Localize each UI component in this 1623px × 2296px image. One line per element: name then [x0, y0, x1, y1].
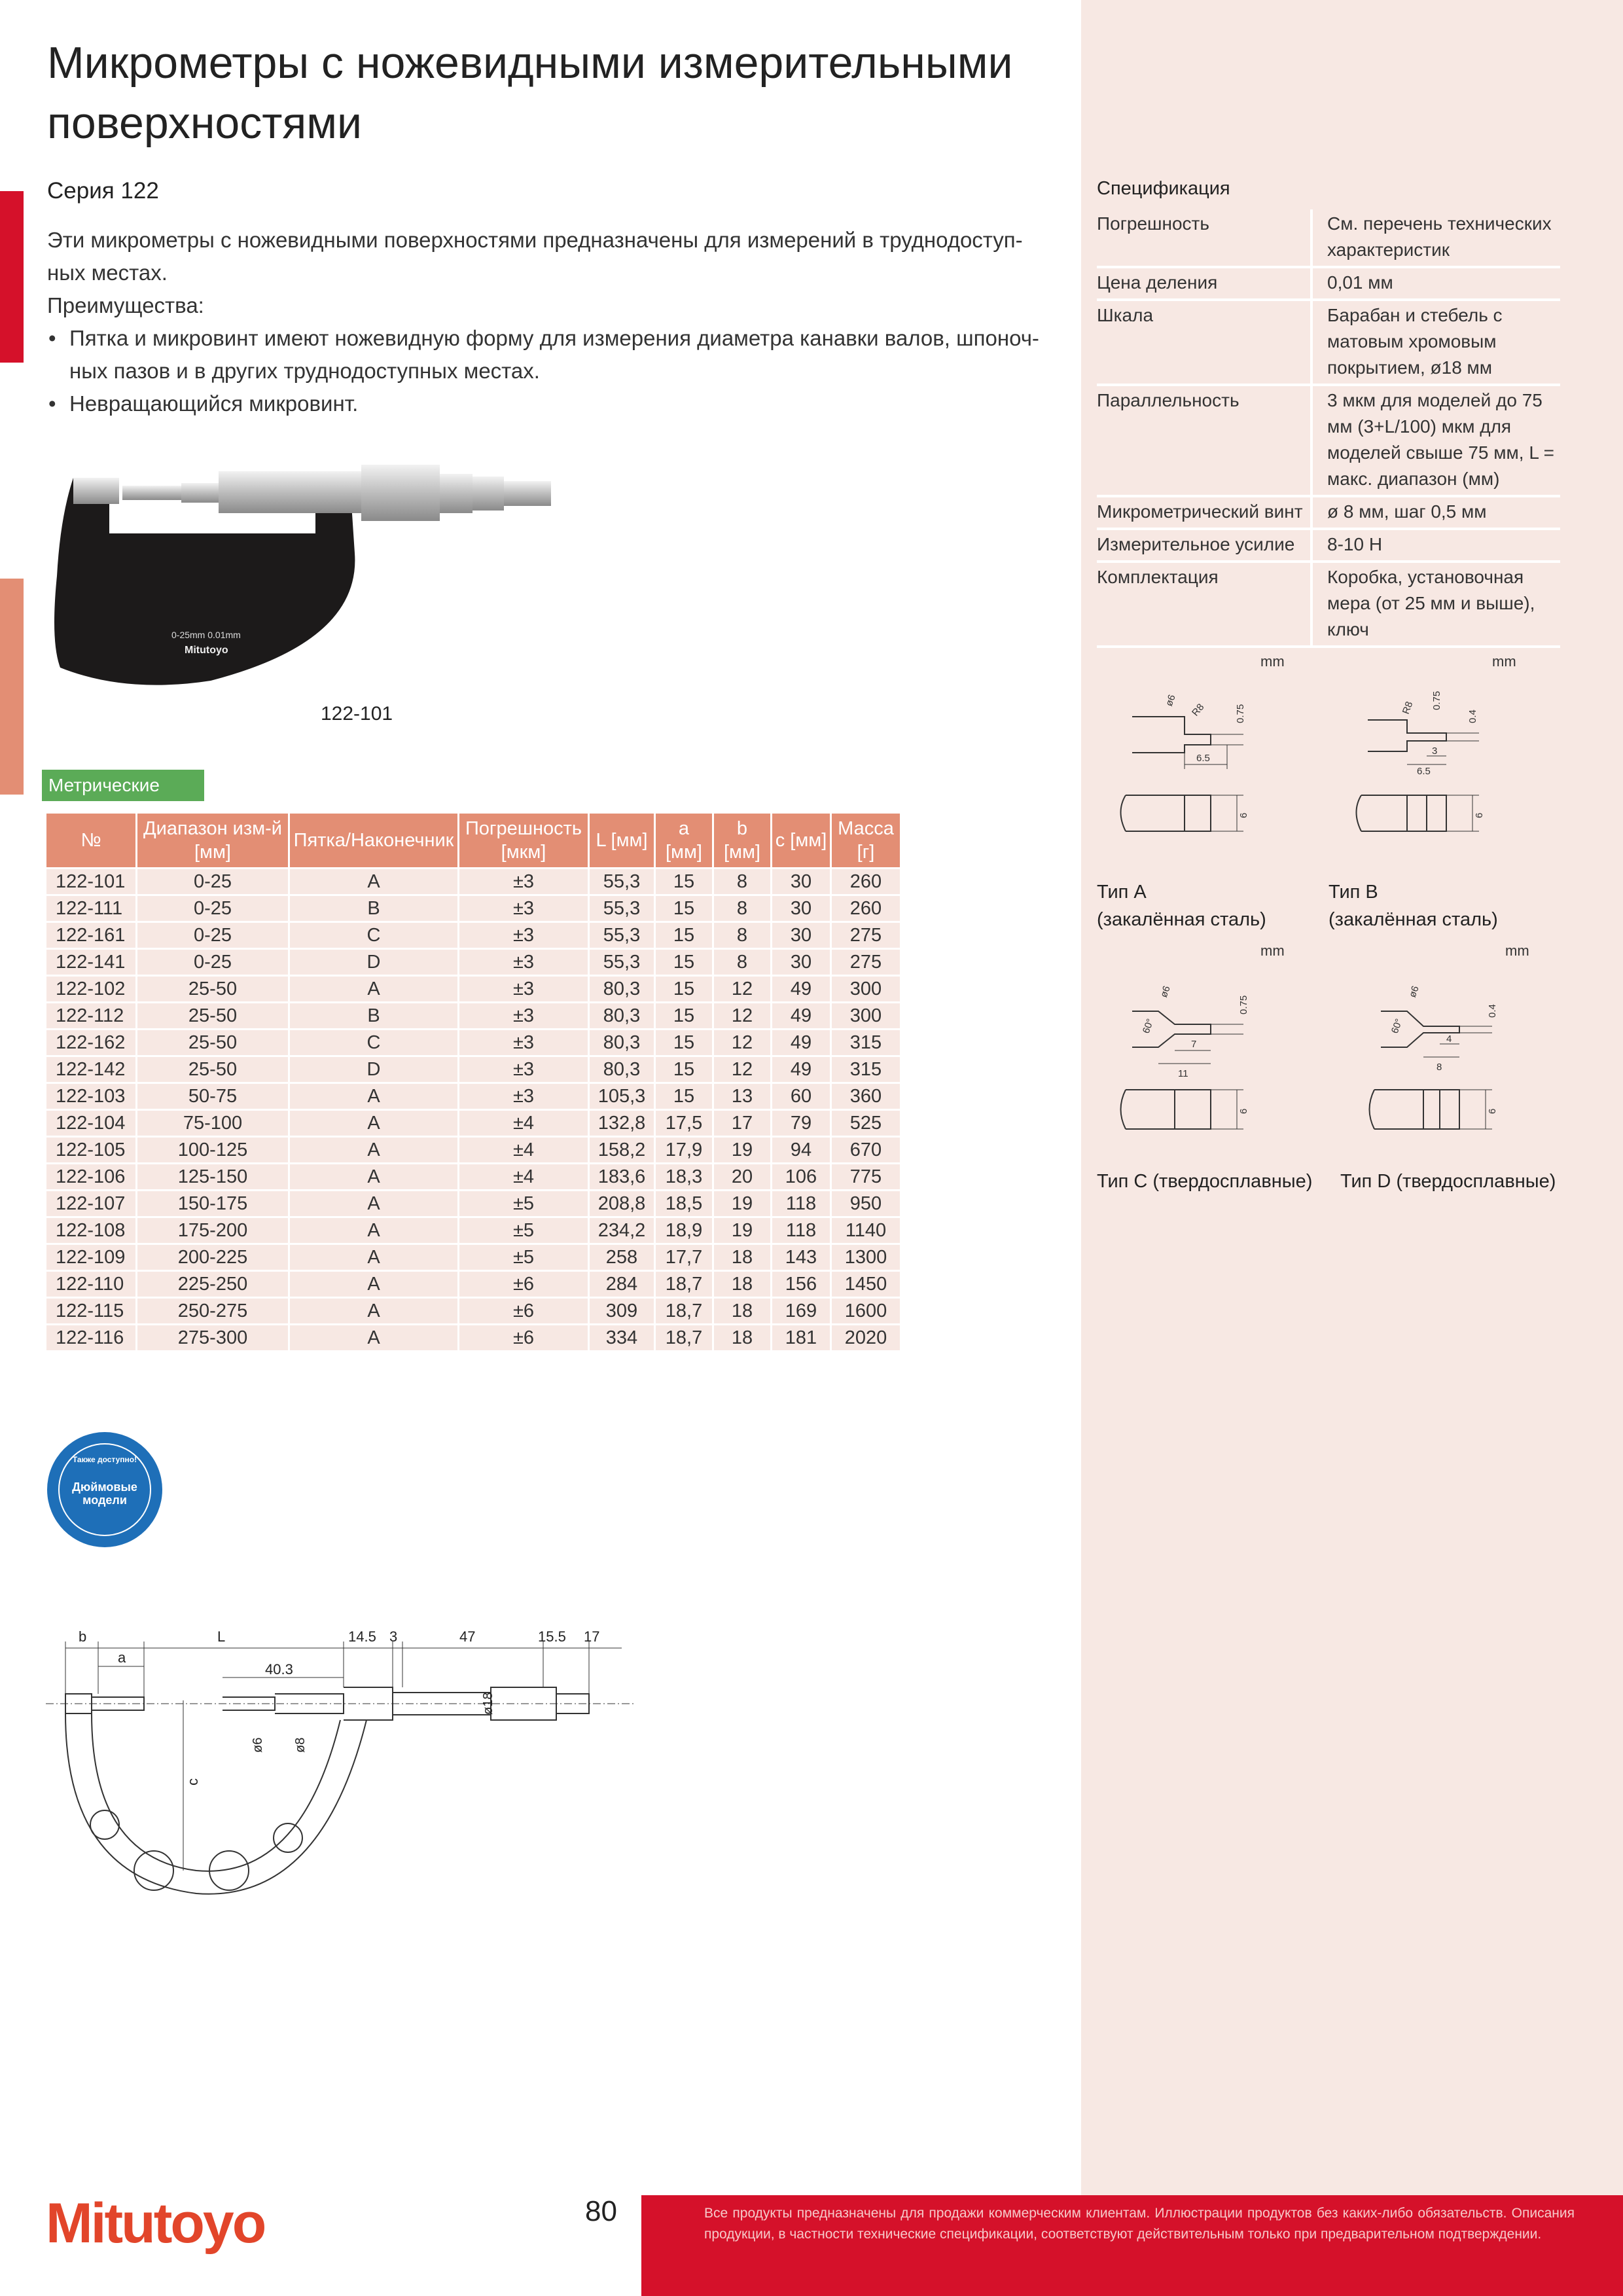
- tip-b-desc: (закалённая сталь): [1329, 909, 1498, 930]
- table-cell: 208,8: [589, 1191, 655, 1217]
- table-cell: ±6: [459, 1271, 589, 1298]
- tip-c-dim-t: 0.75: [1238, 995, 1249, 1014]
- table-cell: 122-107: [46, 1191, 137, 1217]
- tip-a-dim-h: 6: [1238, 812, 1249, 818]
- table-row: [46, 1298, 901, 1325]
- dim-phi8: ø8: [293, 1737, 308, 1753]
- tip-d-dim-ang: 60°: [1389, 1017, 1405, 1035]
- spec-row: [1097, 300, 1560, 385]
- table-cell: 1600: [831, 1298, 901, 1325]
- table-cell: 360: [831, 1083, 901, 1110]
- tip-d-dim-h: 6: [1487, 1108, 1498, 1114]
- table-cell: D: [289, 949, 459, 976]
- advantages-label: Преимущества:: [47, 293, 204, 317]
- table-row: [46, 1083, 901, 1110]
- table-cell: C: [289, 922, 459, 949]
- spec-key: Шкала: [1097, 300, 1311, 385]
- table-cell: 79: [772, 1110, 831, 1137]
- table-cell: 106: [772, 1164, 831, 1191]
- table-cell: A: [289, 1164, 459, 1191]
- dim-c: c: [185, 1778, 201, 1785]
- spec-value: См. перечень технических характеристик: [1311, 209, 1560, 267]
- table-cell: 55,3: [589, 922, 655, 949]
- micrometer-photo: [47, 445, 675, 707]
- dim-40-3: 40.3: [265, 1661, 293, 1677]
- table-cell: 18,7: [655, 1271, 713, 1298]
- brand-logo: Mitutoyo: [46, 2192, 265, 2255]
- table-cell: 122-101: [46, 869, 137, 895]
- table-cell: 125-150: [137, 1164, 289, 1191]
- dim-L: L: [217, 1628, 226, 1645]
- dim-a: a: [118, 1649, 126, 1666]
- table-cell: A: [289, 1083, 459, 1110]
- table-cell: ±3: [459, 1056, 589, 1083]
- table-cell: 183,6: [589, 1164, 655, 1191]
- table-cell: 181: [772, 1325, 831, 1352]
- photo-scale-text: 0-25mm 0.01mm: [171, 630, 241, 640]
- table-cell: 12: [713, 976, 772, 1003]
- table-cell: 0-25: [137, 869, 289, 895]
- table-cell: 25-50: [137, 1030, 289, 1056]
- table-cell: 122-141: [46, 949, 137, 976]
- table-cell: 169: [772, 1298, 831, 1325]
- table-cell: 75-100: [137, 1110, 289, 1137]
- table-cell: 670: [831, 1137, 901, 1164]
- table-cell: 158,2: [589, 1137, 655, 1164]
- table-cell: 55,3: [589, 949, 655, 976]
- side-accent-salmon: [0, 579, 24, 795]
- tip-c-dim-w2: 11: [1178, 1068, 1188, 1079]
- models-table-body: [46, 869, 901, 1352]
- tip-b-name: Тип B: [1329, 882, 1378, 903]
- tip-a-dim-w: 6.5: [1196, 753, 1210, 764]
- tip-c-dim-h: 6: [1238, 1108, 1249, 1114]
- table-row: [46, 1217, 901, 1244]
- col-header-L: L [мм]: [589, 813, 655, 869]
- table-cell: ±3: [459, 1083, 589, 1110]
- table-cell: 1140: [831, 1217, 901, 1244]
- dim-b: b: [79, 1628, 87, 1645]
- dim-3: 3: [389, 1628, 398, 1645]
- table-cell: 49: [772, 976, 831, 1003]
- table-cell: 30: [772, 949, 831, 976]
- table-cell: 122-110: [46, 1271, 137, 1298]
- table-cell: 334: [589, 1325, 655, 1352]
- table-cell: 950: [831, 1191, 901, 1217]
- tip-a-name: Тип A: [1097, 882, 1147, 903]
- table-cell: 132,8: [589, 1110, 655, 1137]
- table-cell: 15: [655, 922, 713, 949]
- dim-17: 17: [584, 1628, 600, 1645]
- table-cell: 105,3: [589, 1083, 655, 1110]
- table-cell: 17,9: [655, 1137, 713, 1164]
- table-cell: B: [289, 895, 459, 922]
- tip-b-label: [1329, 878, 1498, 933]
- table-row: [46, 1110, 901, 1137]
- footer-disclaimer: Все продукты предназначены для продажи коммерческим клиентам. Иллюстрации продуктов без каких-либо обязательств. Описания продукции, в частности технические спецификации, соответствуют действительным только при предварительном подтверждении.: [704, 2206, 1575, 2242]
- table-cell: A: [289, 1244, 459, 1271]
- table-cell: 122-142: [46, 1056, 137, 1083]
- table-cell: ±6: [459, 1325, 589, 1352]
- table-cell: A: [289, 1191, 459, 1217]
- table-cell: 300: [831, 1003, 901, 1030]
- table-cell: 17: [713, 1110, 772, 1137]
- spec-title: Спецификация: [1097, 178, 1230, 199]
- tip-b-dim-s: 0.4: [1467, 709, 1478, 723]
- table-cell: 19: [713, 1217, 772, 1244]
- table-row: [46, 1003, 901, 1030]
- intro-block: [47, 224, 1055, 420]
- table-cell: 284: [589, 1271, 655, 1298]
- table-cell: 80,3: [589, 976, 655, 1003]
- table-cell: 258: [589, 1244, 655, 1271]
- table-cell: 18: [713, 1298, 772, 1325]
- tip-a-drawing: [1113, 674, 1283, 851]
- table-cell: 55,3: [589, 895, 655, 922]
- table-cell: 19: [713, 1191, 772, 1217]
- table-cell: 234,2: [589, 1217, 655, 1244]
- page-number: 80: [585, 2195, 617, 2227]
- table-cell: 122-102: [46, 976, 137, 1003]
- table-cell: 122-116: [46, 1325, 137, 1352]
- table-cell: 15: [655, 949, 713, 976]
- table-row: [46, 1191, 901, 1217]
- table-cell: 300: [831, 976, 901, 1003]
- table-cell: 122-112: [46, 1003, 137, 1030]
- table-cell: 25-50: [137, 976, 289, 1003]
- spec-value: 3 мкм для моделей до 75 мм (3+L/100) мкм для моделей свыше 75 мм, L = макс. диапазон (мм): [1311, 385, 1560, 496]
- dim-47: 47: [459, 1628, 476, 1645]
- spec-row: [1097, 562, 1560, 647]
- spec-value: ø 8 мм, шаг 0,5 мм: [1311, 496, 1560, 529]
- table-cell: ±5: [459, 1191, 589, 1217]
- table-cell: A: [289, 1298, 459, 1325]
- spec-key: Комплектация: [1097, 562, 1311, 647]
- tip-a-desc: (закалённая сталь): [1097, 909, 1266, 930]
- tip-d-dim-s: 0.4: [1487, 1004, 1498, 1018]
- spec-table: [1097, 209, 1560, 648]
- table-cell: 260: [831, 895, 901, 922]
- table-cell: 13: [713, 1083, 772, 1110]
- tip-d-caption: Тип D (твердосплавные): [1340, 1171, 1556, 1192]
- table-cell: 18: [713, 1244, 772, 1271]
- table-cell: 49: [772, 1056, 831, 1083]
- spec-value: 8-10 Н: [1311, 529, 1560, 562]
- table-cell: 49: [772, 1003, 831, 1030]
- table-cell: 8: [713, 949, 772, 976]
- page-title: Микрометры с ножевидными измерительными поверхностями: [47, 38, 1013, 148]
- table-row: [46, 976, 901, 1003]
- table-cell: 15: [655, 869, 713, 895]
- table-cell: A: [289, 1110, 459, 1137]
- spec-row: [1097, 385, 1560, 496]
- inch-models-badge[interactable]: [46, 1431, 164, 1549]
- tip-d-dim-w1: 4: [1446, 1033, 1452, 1045]
- table-cell: 80,3: [589, 1003, 655, 1030]
- dim-phi6: ø6: [251, 1737, 265, 1753]
- table-cell: 94: [772, 1137, 831, 1164]
- table-cell: ±3: [459, 869, 589, 895]
- table-cell: 275: [831, 922, 901, 949]
- table-cell: 15: [655, 976, 713, 1003]
- table-cell: 19: [713, 1137, 772, 1164]
- table-cell: 17,7: [655, 1244, 713, 1271]
- table-cell: 315: [831, 1056, 901, 1083]
- table-cell: 15: [655, 895, 713, 922]
- spec-value: 0,01 мм: [1311, 267, 1560, 300]
- table-cell: 18,7: [655, 1325, 713, 1352]
- table-cell: 100-125: [137, 1137, 289, 1164]
- table-cell: 525: [831, 1110, 901, 1137]
- table-cell: 15: [655, 1030, 713, 1056]
- table-cell: 122-108: [46, 1217, 137, 1244]
- table-cell: 80,3: [589, 1056, 655, 1083]
- table-cell: ±5: [459, 1244, 589, 1271]
- spec-key: Измерительное усилие: [1097, 529, 1311, 562]
- table-cell: 122-105: [46, 1137, 137, 1164]
- spec-key: Микрометрический винт: [1097, 496, 1311, 529]
- spec-value: Барабан и стебель с матовым хромовым покрытием, ø18 мм: [1311, 300, 1560, 385]
- table-cell: 49: [772, 1030, 831, 1056]
- advantages-list: [47, 322, 1055, 420]
- table-cell: 122-162: [46, 1030, 137, 1056]
- table-cell: 18,7: [655, 1298, 713, 1325]
- table-cell: 156: [772, 1271, 831, 1298]
- table-cell: 118: [772, 1217, 831, 1244]
- table-cell: 225-250: [137, 1271, 289, 1298]
- table-cell: A: [289, 1137, 459, 1164]
- table-cell: ±3: [459, 895, 589, 922]
- col-header-anvil: Пятка/Наконечник: [289, 813, 459, 869]
- tip-b-dim-h: 6: [1474, 812, 1485, 818]
- tip-c-dim-d: ø6: [1158, 984, 1173, 999]
- col-header-range: Диапазон изм-й [мм]: [137, 813, 289, 869]
- table-cell: ±3: [459, 922, 589, 949]
- table-cell: 315: [831, 1030, 901, 1056]
- table-cell: 200-225: [137, 1244, 289, 1271]
- dimension-drawing: [46, 1622, 635, 1923]
- table-cell: ±4: [459, 1164, 589, 1191]
- table-row: [46, 1271, 901, 1298]
- table-cell: 122-104: [46, 1110, 137, 1137]
- table-cell: 118: [772, 1191, 831, 1217]
- col-header-a: a [мм]: [655, 813, 713, 869]
- footer-bar: [641, 2195, 1623, 2296]
- table-cell: ±6: [459, 1298, 589, 1325]
- table-cell: ±3: [459, 976, 589, 1003]
- tip-d-drawing: [1361, 962, 1531, 1152]
- tip-b-dim-w1: 3: [1432, 745, 1438, 757]
- dim-phi18: ø18: [481, 1692, 495, 1715]
- table-cell: 0-25: [137, 895, 289, 922]
- table-cell: 50-75: [137, 1083, 289, 1110]
- table-cell: 18: [713, 1325, 772, 1352]
- tip-a-dim-t: 0.75: [1235, 704, 1246, 723]
- table-cell: A: [289, 1325, 459, 1352]
- photo-caption: 122-101: [321, 703, 393, 725]
- dim-14-5: 14.5: [348, 1628, 376, 1645]
- table-cell: ±3: [459, 1030, 589, 1056]
- spec-key: Цена деления: [1097, 267, 1311, 300]
- unit-label: mm: [1505, 942, 1529, 959]
- tip-d-dim-d: ø6: [1406, 984, 1421, 999]
- tip-b-drawing: [1348, 674, 1518, 851]
- table-cell: 55,3: [589, 869, 655, 895]
- side-accent-red: [0, 191, 24, 363]
- table-cell: 122-111: [46, 895, 137, 922]
- table-cell: 1450: [831, 1271, 901, 1298]
- table-cell: 12: [713, 1056, 772, 1083]
- spec-row: [1097, 529, 1560, 562]
- table-cell: 122-109: [46, 1244, 137, 1271]
- table-cell: 30: [772, 922, 831, 949]
- col-header-mass: Масса [г]: [831, 813, 901, 869]
- spec-value: Коробка, установочная мера (от 25 мм и выше), ключ: [1311, 562, 1560, 647]
- table-cell: C: [289, 1030, 459, 1056]
- table-cell: 122-106: [46, 1164, 137, 1191]
- spec-row: [1097, 496, 1560, 529]
- tip-a-dim-r: R8: [1190, 701, 1207, 719]
- table-cell: 260: [831, 869, 901, 895]
- table-row: [46, 949, 901, 976]
- table-cell: 8: [713, 869, 772, 895]
- spec-key: Погрешность: [1097, 209, 1311, 267]
- table-cell: 25-50: [137, 1056, 289, 1083]
- table-row: [46, 1137, 901, 1164]
- tip-b-dim-t: 0.75: [1431, 691, 1442, 710]
- inch-badge-main: Дюймовые модели: [72, 1480, 137, 1507]
- unit-label: mm: [1492, 653, 1516, 670]
- table-cell: 12: [713, 1003, 772, 1030]
- table-row: [46, 869, 901, 895]
- table-cell: ±4: [459, 1137, 589, 1164]
- models-table: [45, 812, 902, 1352]
- table-row: [46, 1030, 901, 1056]
- col-header-accuracy: Погрешность [мкм]: [459, 813, 589, 869]
- table-cell: 275-300: [137, 1325, 289, 1352]
- table-cell: ±3: [459, 949, 589, 976]
- dim-15-5: 15.5: [538, 1628, 566, 1645]
- table-cell: 60: [772, 1083, 831, 1110]
- metric-badge: Метрические: [42, 770, 204, 801]
- table-cell: 30: [772, 869, 831, 895]
- table-cell: 122-103: [46, 1083, 137, 1110]
- table-cell: 0-25: [137, 949, 289, 976]
- tip-a-label: [1097, 878, 1266, 933]
- table-cell: A: [289, 976, 459, 1003]
- advantage-item: • Невращающийся микровинт.: [47, 387, 1055, 420]
- tip-c-drawing: [1113, 962, 1283, 1152]
- table-cell: 150-175: [137, 1191, 289, 1217]
- table-row: [46, 1244, 901, 1271]
- unit-label: mm: [1260, 653, 1285, 670]
- spec-key: Параллельность: [1097, 385, 1311, 496]
- table-cell: 15: [655, 1056, 713, 1083]
- table-cell: A: [289, 1271, 459, 1298]
- tip-c-dim-w1: 7: [1191, 1039, 1197, 1050]
- table-cell: 25-50: [137, 1003, 289, 1030]
- intro-text: Эти микрометры с ножевидными поверхностями предназначены для измерений в труднодоступ-ных местах.: [47, 228, 1023, 285]
- table-cell: 18,9: [655, 1217, 713, 1244]
- table-cell: 309: [589, 1298, 655, 1325]
- table-cell: 275: [831, 949, 901, 976]
- table-cell: B: [289, 1003, 459, 1030]
- unit-label: mm: [1260, 942, 1285, 959]
- table-cell: 17,5: [655, 1110, 713, 1137]
- table-cell: 15: [655, 1003, 713, 1030]
- table-cell: D: [289, 1056, 459, 1083]
- table-cell: 175-200: [137, 1217, 289, 1244]
- table-cell: 2020: [831, 1325, 901, 1352]
- table-cell: 80,3: [589, 1030, 655, 1056]
- table-cell: 15: [655, 1083, 713, 1110]
- table-cell: 775: [831, 1164, 901, 1191]
- photo-brand: Mitutoyo: [185, 645, 228, 656]
- table-row: [46, 1164, 901, 1191]
- table-cell: 30: [772, 895, 831, 922]
- table-cell: 250-275: [137, 1298, 289, 1325]
- table-cell: 8: [713, 895, 772, 922]
- table-cell: 18: [713, 1271, 772, 1298]
- table-cell: 8: [713, 922, 772, 949]
- table-row: [46, 1325, 901, 1352]
- spec-row: [1097, 267, 1560, 300]
- col-header-c: c [мм]: [772, 813, 831, 869]
- table-cell: A: [289, 1217, 459, 1244]
- table-cell: ±4: [459, 1110, 589, 1137]
- table-cell: 122-115: [46, 1298, 137, 1325]
- table-cell: A: [289, 869, 459, 895]
- table-cell: 12: [713, 1030, 772, 1056]
- series-label: Серия 122: [47, 178, 159, 204]
- tip-c-dim-ang: 60°: [1140, 1017, 1156, 1035]
- col-header-no: №: [46, 813, 137, 869]
- tip-a-dim-d: ø6: [1163, 693, 1178, 708]
- inch-badge-top: Также доступно!: [72, 1455, 137, 1464]
- table-cell: 18,3: [655, 1164, 713, 1191]
- table-cell: 122-161: [46, 922, 137, 949]
- col-header-b: b [мм]: [713, 813, 772, 869]
- table-cell: ±3: [459, 1003, 589, 1030]
- table-cell: 1300: [831, 1244, 901, 1271]
- table-cell: 0-25: [137, 922, 289, 949]
- table-cell: 18,5: [655, 1191, 713, 1217]
- tip-b-dim-r: R8: [1400, 700, 1416, 716]
- advantage-item: • Пятка и микровинт имеют ножевидную форму для измерения диаметра канавки валов, шпоноч-ных пазов и в других труднодоступных местах.: [47, 322, 1055, 387]
- table-cell: 20: [713, 1164, 772, 1191]
- tip-c-caption: Тип C (твердосплавные): [1097, 1171, 1313, 1192]
- tip-b-dim-w2: 6.5: [1417, 766, 1431, 777]
- table-cell: 143: [772, 1244, 831, 1271]
- table-row: [46, 922, 901, 949]
- table-cell: ±5: [459, 1217, 589, 1244]
- spec-row: [1097, 209, 1560, 267]
- table-row: [46, 1056, 901, 1083]
- tip-d-dim-w2: 8: [1436, 1062, 1442, 1073]
- table-header-row: [46, 813, 901, 869]
- table-row: [46, 895, 901, 922]
